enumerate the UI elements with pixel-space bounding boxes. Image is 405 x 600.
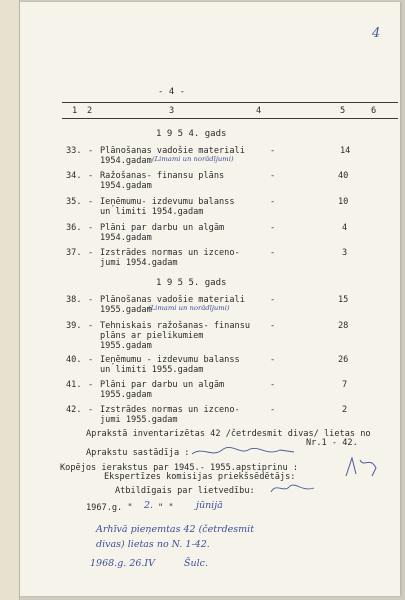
header-rule-top	[62, 102, 398, 103]
item-number: 42.	[66, 405, 82, 415]
item-title-line: plāns ar pielikumiem	[100, 331, 204, 341]
item-count: 10	[338, 197, 349, 207]
handwritten-archive-note-date: 1968.g. 26.IV	[90, 558, 156, 569]
item-title-line: jumi 1954.gadam	[100, 258, 178, 268]
item-title-line: Plānošanas vadošie materiali	[100, 146, 245, 156]
page-number: - 4 -	[158, 87, 186, 97]
item-dash-col4: -	[270, 380, 276, 390]
item-count: 14	[340, 146, 351, 156]
footer-date-middle: " "	[158, 503, 174, 513]
footer-date-prefix: 1967.g. "	[86, 503, 133, 513]
item-number: 33.	[66, 146, 82, 156]
item-dash: -	[88, 295, 94, 305]
handwritten-note: (Limami un norādījumi)	[148, 304, 230, 312]
item-title-line: Plāni par darbu un algām	[100, 223, 225, 233]
item-dash-col4: -	[270, 248, 276, 258]
item-dash: -	[88, 248, 94, 258]
footer-records-officer: Atbildīgais par lietvedību:	[115, 486, 255, 496]
item-dash-col4: -	[270, 405, 276, 415]
item-count: 40	[338, 171, 349, 181]
item-number: 40.	[66, 355, 82, 365]
col-number-3: 3	[169, 106, 175, 116]
item-count: 15	[338, 295, 349, 305]
header-rule-bottom	[62, 118, 398, 119]
footer-expert-commission: Ekspertīzes komisijas priekšsēdētājs:	[104, 472, 296, 482]
item-count: 4	[342, 223, 348, 233]
handwritten-note: (Limami un norādījumi)	[152, 155, 234, 163]
footer-inventory-line: Aprakstā inventarizētas 42 /četrdesmit divas/ lietas no	[86, 429, 371, 439]
page-corner-number: 4	[372, 26, 381, 41]
item-dash: -	[88, 380, 94, 390]
document-page	[20, 2, 400, 596]
item-number: 35.	[66, 197, 82, 207]
item-dash-col4: -	[270, 321, 276, 331]
col-number-5: 5	[340, 106, 346, 116]
item-number: 39.	[66, 321, 82, 331]
item-dash: -	[88, 355, 94, 365]
item-count: 3	[342, 248, 348, 258]
item-title-line: Ražošanas- finansu plāns	[100, 171, 225, 181]
handwritten-archive-signature: Šulc.	[184, 558, 209, 569]
item-title-line: un limiti 1955.gadam	[100, 365, 204, 375]
item-dash: -	[88, 146, 94, 156]
item-title-line: Ieņēmumu- izdevumu balanss	[100, 197, 235, 207]
item-dash: -	[88, 171, 94, 181]
item-title-line: jumi 1955.gadam	[100, 415, 178, 425]
item-dash-col4: -	[270, 171, 276, 181]
item-title-line: Plāni par darbu un algām	[100, 380, 225, 390]
item-title-line: 1955.gadam	[100, 341, 152, 351]
item-number: 37.	[66, 248, 82, 258]
item-title-line: Izstrādes normas un izceno-	[100, 248, 240, 258]
item-number: 38.	[66, 295, 82, 305]
records-officer-signature	[268, 480, 318, 496]
item-count: 2	[342, 405, 348, 415]
item-dash-col4: -	[270, 223, 276, 233]
item-title-line: un limiti 1954.gadam	[100, 207, 204, 217]
item-dash-col4: -	[270, 146, 276, 156]
footer-inventory-range: Nr.1 - 42.	[306, 438, 358, 448]
footer-compiled-by: Aprakstu sastādīja :	[86, 448, 190, 458]
item-count: 26	[338, 355, 349, 365]
item-dash: -	[88, 223, 94, 233]
col-number-6: 6	[371, 106, 377, 116]
handwritten-archive-note-line2: divas) lietas no N. 1-42.	[96, 539, 210, 550]
col-number-1: 1	[72, 106, 78, 116]
item-number: 41.	[66, 380, 82, 390]
handwritten-date-day: 2.	[144, 500, 154, 511]
col-number-2: 2	[87, 106, 93, 116]
footer-approval-line: Kopējos ierakstus par 1945.- 1955.apstiprinu :	[60, 463, 298, 473]
year-1955-heading: 1 9 5 5. gads	[156, 278, 227, 288]
item-count: 7	[342, 380, 348, 390]
item-count: 28	[338, 321, 349, 331]
item-dash-col4: -	[270, 295, 276, 305]
item-dash: -	[88, 321, 94, 331]
item-dash: -	[88, 405, 94, 415]
handwritten-date-month: jūnijā	[196, 500, 223, 511]
item-title-line: 1954.gadam	[100, 233, 152, 243]
handwritten-archive-note-line1: Arhīvā pieņemtas 42 (četrdesmit	[96, 524, 255, 535]
item-title-line: 1954.gadam	[100, 156, 152, 166]
item-number: 36.	[66, 223, 82, 233]
item-title-line: Ieņēmumu - izdevumu balanss	[100, 355, 240, 365]
compiled-by-signature	[190, 444, 300, 460]
binding-edge	[0, 0, 20, 600]
item-title-line: Izstrādes normas un izceno-	[100, 405, 240, 415]
item-title-line: 1954.gadam	[100, 181, 152, 191]
year-1954-heading: 1 9 5 4. gads	[156, 129, 227, 139]
col-number-4: 4	[256, 106, 262, 116]
item-title-line: 1955.gadam	[100, 305, 152, 315]
item-title-line: Tehniskais ražošanas- finansu	[100, 321, 251, 331]
item-dash-col4: -	[270, 355, 276, 365]
item-number: 34.	[66, 171, 82, 181]
approval-signature	[342, 454, 382, 480]
item-title-line: 1955.gadam	[100, 390, 152, 400]
item-dash: -	[88, 197, 94, 207]
item-title-line: Plānošanas vadošie materiali	[100, 295, 245, 305]
item-dash-col4: -	[270, 197, 276, 207]
